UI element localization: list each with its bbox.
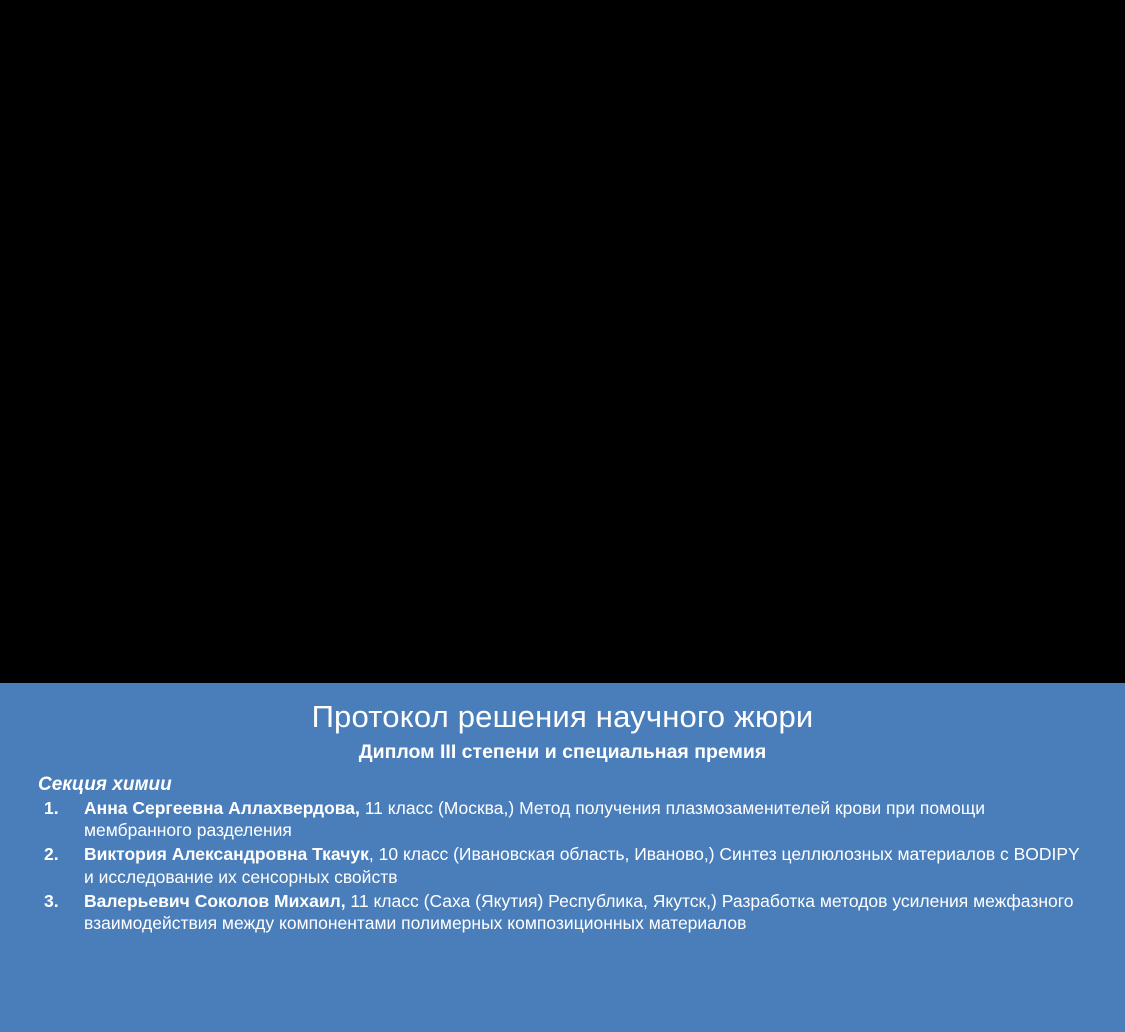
- slide-content-panel: [0, 683, 1125, 1032]
- list-item: [38, 890, 1087, 936]
- list-item-details: 11 класс (Саха (Якутия) Республика, Якутск,) Разработка методов усиления межфазного взаимодействия между компонентами полимерных композиционных материалов: [84, 890, 1074, 934]
- list-item: [38, 843, 1087, 889]
- list-item: [38, 797, 1087, 843]
- page-title: Протокол решения научного жюри: [311, 699, 814, 734]
- list-item-details: , 10 класс (Ивановская область, Иваново,) Синтез целлюлозных материалов с BODIPY и исследование их сенсорных свойств: [84, 844, 1080, 887]
- list-item-name: Валерьевич Соколов Михаил,: [84, 890, 346, 911]
- list-item-name: Анна Сергеевна Аллахвердова,: [84, 797, 360, 818]
- slide-subtitle: Диплом III степени и специальная премия: [358, 740, 767, 763]
- list-item-number: 1.: [44, 797, 59, 818]
- list-item-number: 3.: [44, 890, 59, 911]
- list-item-number: 2.: [44, 844, 59, 865]
- award-list: [38, 797, 1087, 936]
- list-item-details: 11 класс (Москва,) Метод получения плазмозаменителей крови при помощи мембранного разделения: [84, 797, 986, 841]
- section-label: Секция химии: [38, 773, 172, 795]
- list-item-name: Виктория Александровна Ткачук: [84, 844, 369, 865]
